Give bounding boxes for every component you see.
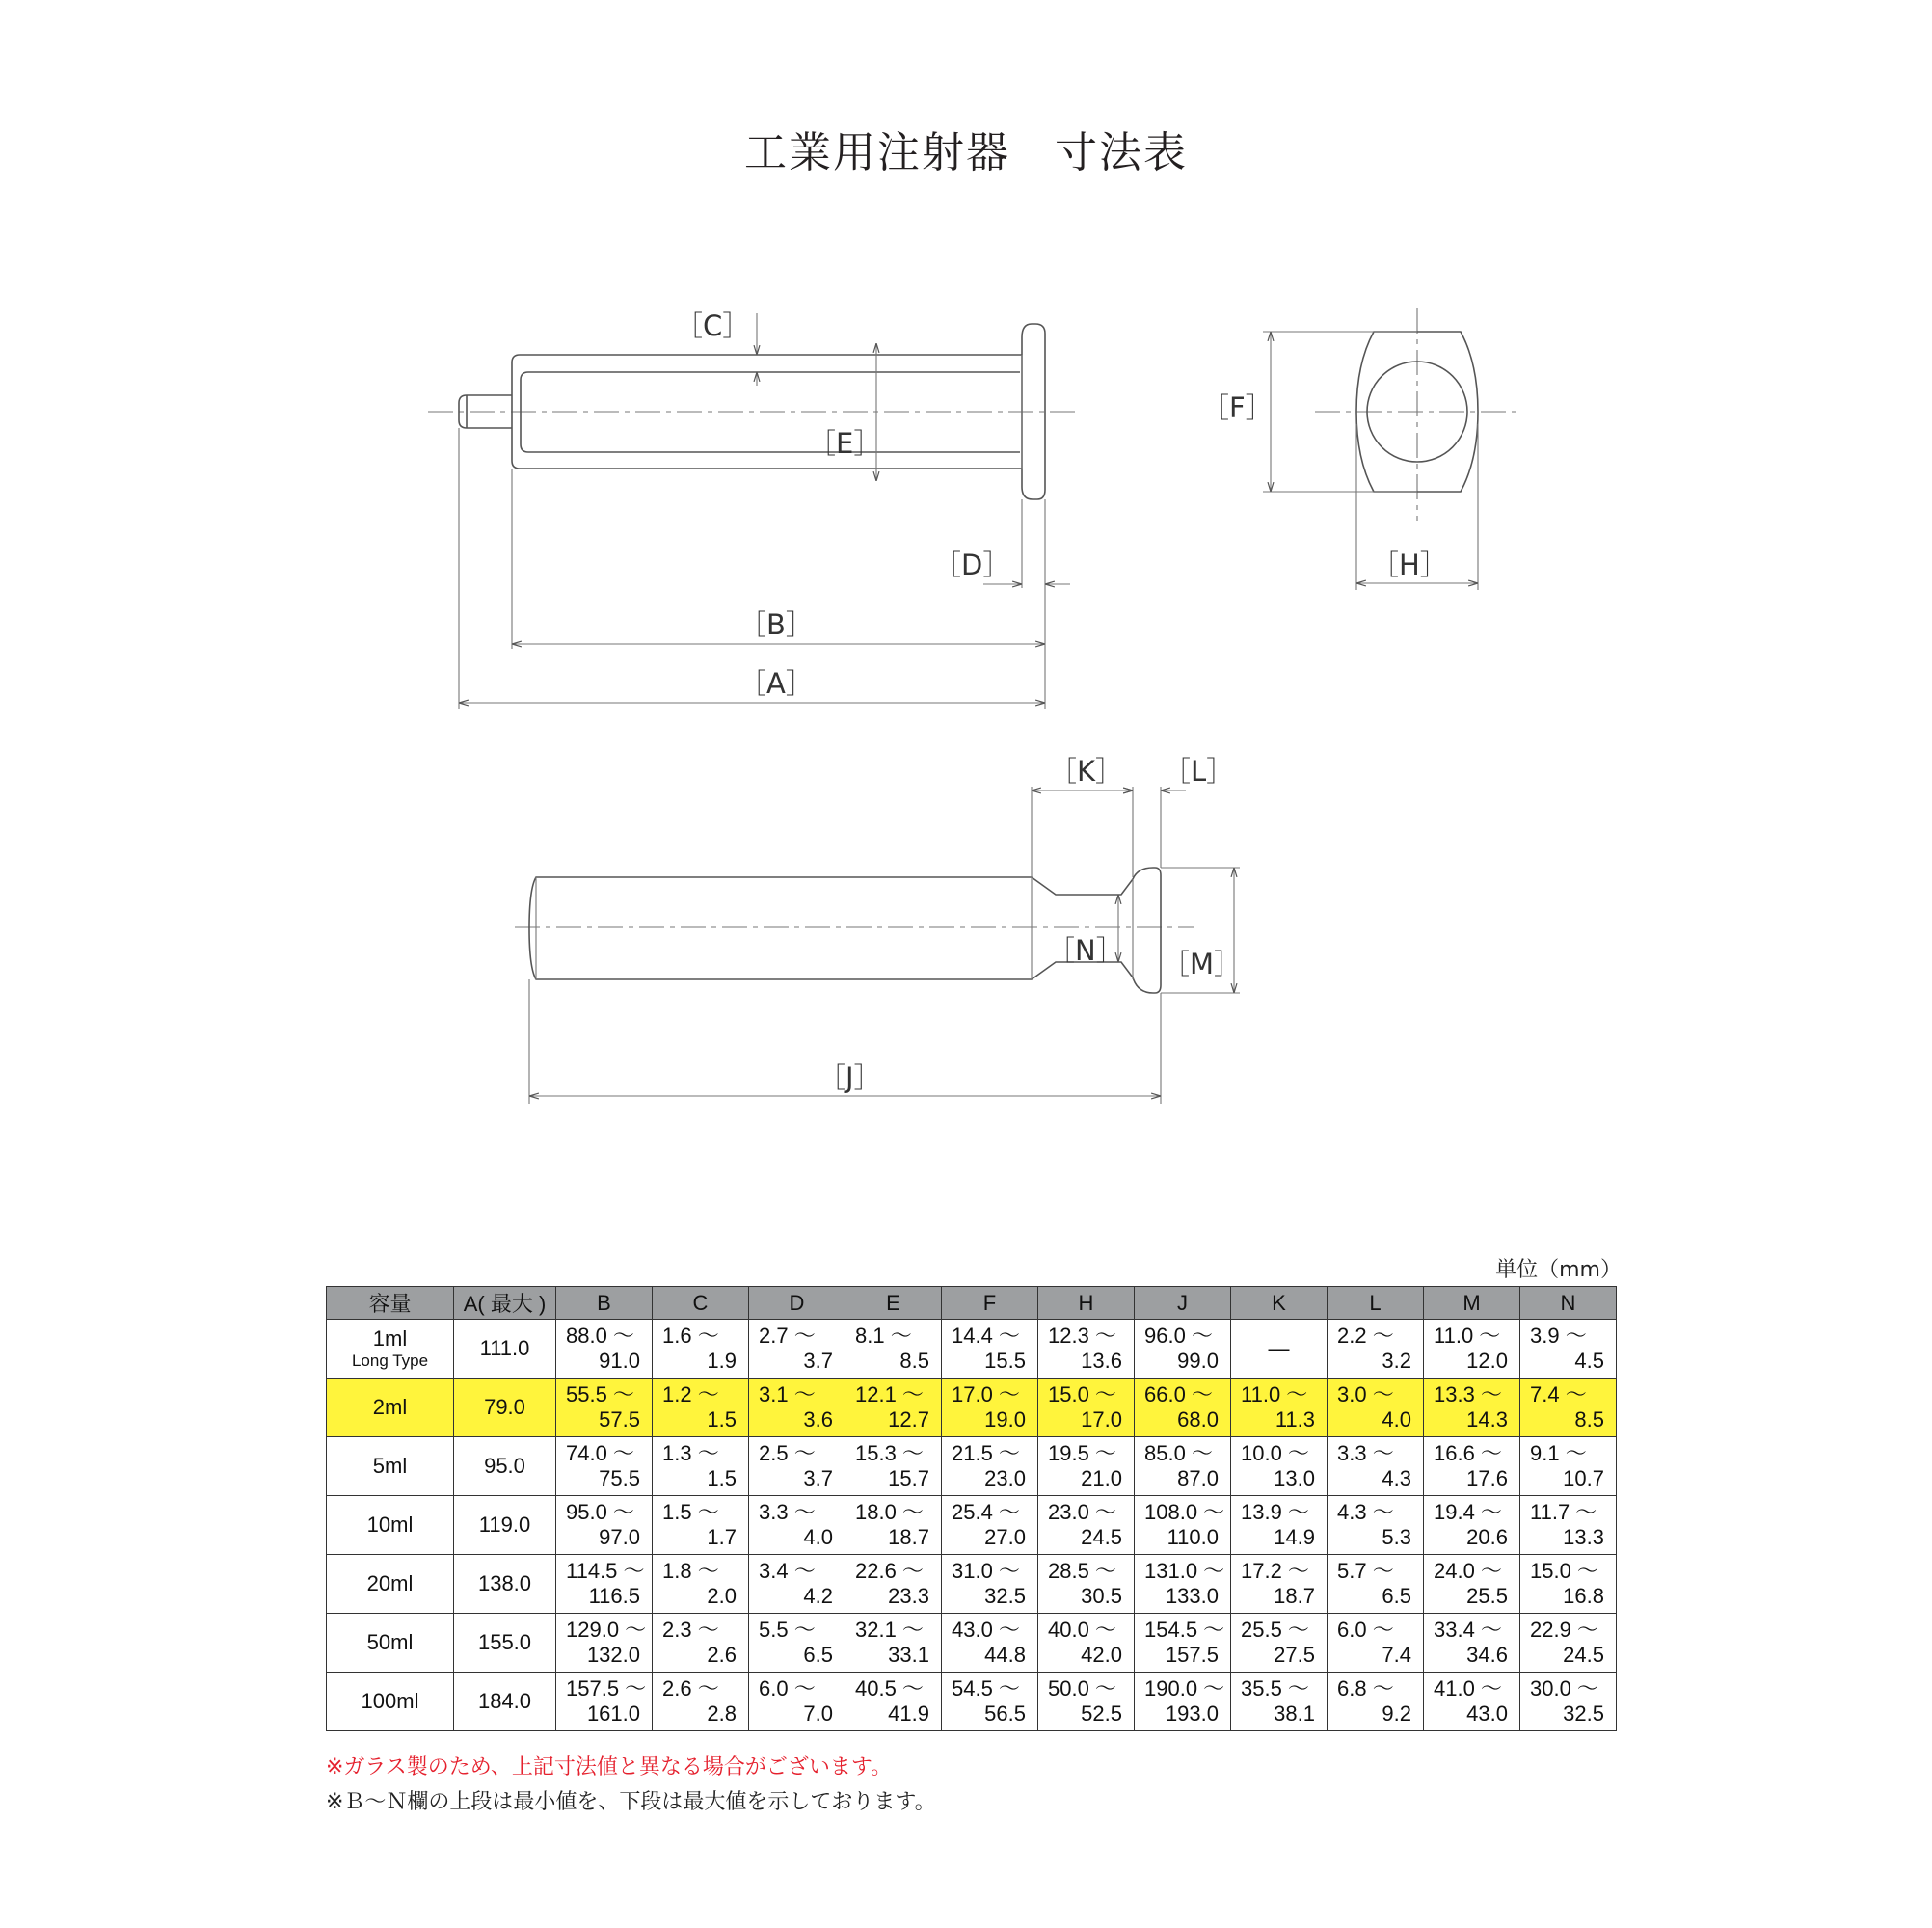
cell-h [1038,1673,1135,1731]
max-value: 12.0 [1466,1349,1508,1373]
max-value: 20.6 [1466,1525,1508,1549]
min-value: 7.4 ～ [1530,1382,1587,1406]
cell-f [942,1555,1038,1614]
cell-j [1135,1673,1231,1731]
cell-n [1520,1555,1617,1614]
max-value: 18.7 [1274,1584,1315,1608]
min-value: 6.8 ～ [1337,1676,1394,1700]
dim-label-c: ［C］ [675,309,751,342]
dim-label-e: ［E］ [808,427,882,460]
table-body [327,1320,1617,1731]
min-value: 6.0 ～ [759,1676,816,1700]
min-value: 23.0 ～ [1048,1500,1116,1524]
max-value: 4.3 [1382,1466,1411,1490]
cell-n [1520,1614,1617,1673]
max-value: 4.2 [803,1584,833,1608]
max-value: 27.0 [984,1525,1026,1549]
cell-f [942,1614,1038,1673]
min-value: 31.0 ～ [952,1559,1020,1583]
max-value: 157.5 [1165,1643,1219,1667]
max-value: 15.5 [984,1349,1026,1373]
max-value: 42.0 [1081,1643,1122,1667]
max-value: 2.0 [707,1584,737,1608]
dim-label-m: ［M］ [1162,948,1243,980]
max-value: 27.5 [1274,1643,1315,1667]
cell-k [1231,1614,1328,1673]
table-row [327,1437,1617,1496]
min-value: 2.6 ～ [662,1676,719,1700]
max-value: 1.7 [707,1525,737,1549]
min-value: 3.4 ～ [759,1559,816,1583]
max-value: 44.8 [984,1643,1026,1667]
min-value: 3.3 ～ [759,1500,816,1524]
page-title: 工業用注射器 寸法表 [744,128,1188,177]
max-value: 133.0 [1165,1584,1219,1608]
cell-j [1135,1437,1231,1496]
min-value: 3.3 ～ [1337,1441,1394,1465]
dim-label-a: ［A］ [738,667,814,700]
cell-k [1231,1437,1328,1496]
min-value: 4.3 ～ [1337,1500,1394,1524]
max-value: 23.0 [984,1466,1026,1490]
max-value: 52.5 [1081,1701,1122,1726]
header-m: M [1424,1287,1520,1320]
cell-f [942,1437,1038,1496]
cell-m [1424,1496,1520,1555]
cell-h [1038,1496,1135,1555]
header-f: F [942,1287,1038,1320]
cell-m [1424,1673,1520,1731]
cell-m [1424,1614,1520,1673]
cell-capacity [327,1496,454,1555]
cell-b [556,1614,653,1673]
max-value: 87.0 [1177,1466,1219,1490]
cell-k [1231,1320,1328,1379]
min-value: 16.6 ～ [1434,1441,1502,1465]
cell-e [845,1437,942,1496]
max-value: 16.8 [1563,1584,1604,1608]
cell-b [556,1437,653,1496]
cell-capacity [327,1320,454,1379]
min-value: 2.5 ～ [759,1441,816,1465]
max-value: 2.6 [707,1643,737,1667]
cell-b [556,1496,653,1555]
min-value: 22.9 ～ [1530,1618,1598,1642]
min-value: 35.5 ～ [1241,1676,1309,1700]
max-value: 3.7 [803,1349,833,1373]
cell-f [942,1496,1038,1555]
min-value: 6.0 ～ [1337,1618,1394,1642]
min-value: 10.0 ～ [1241,1441,1309,1465]
table-row [327,1673,1617,1731]
header-l: L [1328,1287,1424,1320]
min-value: 12.3 ～ [1048,1324,1116,1348]
min-value: 55.5 ～ [566,1382,634,1406]
cell-m [1424,1320,1520,1379]
cell-h [1038,1555,1135,1614]
max-value: 4.0 [1382,1407,1411,1432]
header-j: J [1135,1287,1231,1320]
capacity-value: 5ml [372,1454,408,1478]
table-row [327,1496,1617,1555]
min-value: 1.8 ～ [662,1559,719,1583]
cell-a-max: 111.0 [454,1320,556,1379]
max-value: 14.3 [1466,1407,1508,1432]
cell-l [1328,1437,1424,1496]
header-a: A( 最大 ) [454,1287,556,1320]
dim-label-b: ［B］ [738,608,814,641]
cell-c [653,1437,749,1496]
table-row [327,1320,1617,1379]
max-value: 24.5 [1081,1525,1122,1549]
cell-d [749,1614,845,1673]
min-value: 1.3 ～ [662,1441,719,1465]
max-value: 2.8 [707,1701,737,1726]
max-value: 6.5 [803,1643,833,1667]
min-value: 13.9 ～ [1241,1500,1309,1524]
min-value: 88.0 ～ [566,1324,634,1348]
cell-k [1231,1555,1328,1614]
capacity-value: 100ml [361,1689,419,1713]
max-value: 38.1 [1274,1701,1315,1726]
cell-a-max: 184.0 [454,1673,556,1731]
min-value: 15.0 ～ [1530,1559,1598,1583]
min-value: 25.5 ～ [1241,1618,1309,1642]
max-value: 33.1 [888,1643,929,1667]
cell-c [653,1320,749,1379]
min-value: 114.5 ～ [566,1559,645,1583]
max-value: 97.0 [599,1525,640,1549]
min-value: 2.7 ～ [759,1324,816,1348]
max-value: 32.5 [1563,1701,1604,1726]
cell-j [1135,1320,1231,1379]
max-value: 6.5 [1382,1584,1411,1608]
header-n: N [1520,1287,1617,1320]
min-value: 108.0 ～ [1144,1500,1225,1524]
cell-l [1328,1555,1424,1614]
min-value: 131.0 ～ [1144,1559,1225,1583]
max-value: 13.3 [1563,1525,1604,1549]
min-value: 32.1 ～ [855,1618,924,1642]
max-value: 11.3 [1275,1407,1315,1432]
min-value: 1.6 ～ [662,1324,719,1348]
max-value: 57.5 [599,1407,640,1432]
max-value: 4.5 [1574,1349,1604,1373]
cell-a-max: 79.0 [454,1379,556,1437]
header-h: H [1038,1287,1135,1320]
cell-n [1520,1320,1617,1379]
cell-a-max: 95.0 [454,1437,556,1496]
dim-label-k: ［K］ [1049,755,1124,788]
cell-c [653,1555,749,1614]
cell-f [942,1673,1038,1731]
cell-n [1520,1379,1617,1437]
max-value: 3.6 [803,1407,833,1432]
capacity-value: 50ml [366,1630,414,1654]
cell-e [845,1320,942,1379]
cell-capacity [327,1555,454,1614]
max-value: 23.3 [888,1584,929,1608]
max-value: 24.5 [1563,1643,1604,1667]
cell-n [1520,1496,1617,1555]
dim-label-h: ［H］ [1371,549,1448,581]
max-value: 1.5 [707,1407,737,1432]
min-value: 30.0 ～ [1530,1676,1598,1700]
cell-f [942,1379,1038,1437]
min-value: 11.0 ～ [1434,1324,1501,1348]
cell-e [845,1379,942,1437]
header-c: C [653,1287,749,1320]
barrel-side-view [428,313,1080,709]
cell-d [749,1379,845,1437]
max-value: 18.7 [888,1525,929,1549]
min-value: 54.5 ～ [952,1676,1020,1700]
max-value: 193.0 [1165,1701,1219,1726]
cell-c [653,1673,749,1731]
min-value: 190.0 ～ [1144,1676,1225,1700]
max-value: 1.9 [707,1349,737,1373]
cell-m [1424,1437,1520,1496]
header-b: B [556,1287,653,1320]
capacity-value: 20ml [366,1571,414,1595]
min-value: 40.0 ～ [1048,1618,1116,1642]
max-value: 4.0 [803,1525,833,1549]
table-row [327,1379,1617,1437]
table-row [327,1614,1617,1673]
cell-capacity [327,1437,454,1496]
dim-label-j: ［J］ [818,1061,882,1094]
max-value: 75.5 [599,1466,640,1490]
min-value: 2.2 ～ [1337,1324,1394,1348]
cell-d [749,1496,845,1555]
cell-d [749,1437,845,1496]
header-k: K [1231,1287,1328,1320]
min-value: 95.0 ～ [566,1500,634,1524]
cell-e [845,1496,942,1555]
cell-l [1328,1379,1424,1437]
dimension-table [326,1286,1617,1731]
max-value: 7.0 [803,1701,833,1726]
min-value: 85.0 ～ [1144,1441,1213,1465]
max-value: 56.5 [984,1701,1026,1726]
dim-label-n: ［N］ [1047,934,1124,967]
min-value: 157.5 ～ [566,1676,647,1700]
max-value: 34.6 [1466,1643,1508,1667]
min-value: 22.6 ～ [855,1559,924,1583]
cell-capacity [327,1673,454,1731]
cell-n [1520,1673,1617,1731]
max-value: 10.7 [1563,1466,1604,1490]
min-value: 74.0 ～ [566,1441,634,1465]
max-value: 7.4 [1382,1643,1411,1667]
cell-f [942,1320,1038,1379]
dim-label-d: ［D］ [933,549,1011,581]
header-capacity: 容量 [327,1287,454,1320]
cell-l [1328,1496,1424,1555]
cell-a-max: 138.0 [454,1555,556,1614]
dim-label-f: ［F］ [1201,391,1274,424]
cell-b [556,1673,653,1731]
max-value: 91.0 [599,1349,640,1373]
min-value: 12.1 ～ [855,1382,924,1406]
min-value: 43.0 ～ [952,1618,1020,1642]
cell-e [845,1555,942,1614]
table-row [327,1555,1617,1614]
min-value: 19.5 ～ [1048,1441,1116,1465]
max-value: 8.5 [1574,1407,1604,1432]
max-value: 32.5 [984,1584,1026,1608]
min-value: 41.0 ～ [1434,1676,1502,1700]
max-value: 19.0 [984,1407,1026,1432]
header-d: D [749,1287,845,1320]
min-value: 9.1 ～ [1530,1441,1587,1465]
plunger-view [515,787,1243,1104]
capacity-subtype: Long Type [351,1352,429,1370]
max-value: 30.5 [1081,1584,1122,1608]
cell-n [1520,1437,1617,1496]
cell-j [1135,1555,1231,1614]
min-value: 5.7 ～ [1337,1559,1394,1583]
min-value: — [1268,1336,1290,1360]
max-value: 17.0 [1081,1407,1122,1432]
max-value: 25.5 [1466,1584,1508,1608]
unit-label: 単位（mm） [1495,1258,1622,1282]
min-value: 28.5 ～ [1048,1559,1116,1583]
max-value: 17.6 [1466,1466,1508,1490]
cell-h [1038,1320,1135,1379]
min-value: 24.0 ～ [1434,1559,1502,1583]
max-value: 3.2 [1382,1349,1411,1373]
max-value: 8.5 [899,1349,929,1373]
cell-e [845,1614,942,1673]
cell-k [1231,1496,1328,1555]
cell-h [1038,1614,1135,1673]
min-value: 17.0 ～ [952,1382,1020,1406]
min-value: 2.3 ～ [662,1618,719,1642]
max-value: 116.5 [588,1584,640,1608]
min-value: 18.0 ～ [855,1500,924,1524]
max-value: 99.0 [1177,1349,1219,1373]
note-min-max: ※Ｂ～Ｎ欄の上段は最小値を、下段は最大値を示しております。 [326,1790,936,1814]
min-value: 15.3 ～ [855,1441,924,1465]
cell-b [556,1555,653,1614]
min-value: 40.5 ～ [855,1676,924,1700]
dim-label-l: ［L］ [1163,755,1235,788]
min-value: 19.4 ～ [1434,1500,1502,1524]
cell-j [1135,1496,1231,1555]
max-value: 43.0 [1466,1701,1508,1726]
cell-j [1135,1379,1231,1437]
max-value: 161.0 [586,1701,640,1726]
max-value: 9.2 [1382,1701,1411,1726]
max-value: 68.0 [1177,1407,1219,1432]
min-value: 33.4 ～ [1434,1618,1502,1642]
min-value: 3.0 ～ [1337,1382,1394,1406]
max-value: 13.0 [1274,1466,1315,1490]
cell-c [653,1379,749,1437]
cell-m [1424,1379,1520,1437]
cell-m [1424,1555,1520,1614]
max-value: 14.9 [1274,1525,1315,1549]
max-value: 21.0 [1081,1466,1122,1490]
cell-a-max: 155.0 [454,1614,556,1673]
cell-e [845,1673,942,1731]
header-e: E [845,1287,942,1320]
cell-capacity [327,1614,454,1673]
cell-h [1038,1437,1135,1496]
note-glass: ※ガラス製のため、上記寸法値と異なる場合がございます。 [326,1755,893,1780]
max-value: 13.6 [1081,1349,1122,1373]
capacity-value: 1ml [372,1326,408,1351]
cell-b [556,1320,653,1379]
min-value: 14.4 ～ [952,1324,1020,1348]
cell-d [749,1320,845,1379]
min-value: 11.7 ～ [1530,1500,1597,1524]
max-value: 12.7 [888,1407,929,1432]
max-value: 5.3 [1382,1525,1411,1549]
cell-k [1231,1379,1328,1437]
min-value: 1.5 ～ [662,1500,719,1524]
min-value: 11.0 ～ [1241,1382,1308,1406]
cell-k [1231,1673,1328,1731]
min-value: 50.0 ～ [1048,1676,1116,1700]
min-value: 154.5 ～ [1144,1618,1225,1642]
capacity-value: 2ml [372,1395,408,1419]
min-value: 66.0 ～ [1144,1382,1213,1406]
cell-d [749,1673,845,1731]
cell-j [1135,1614,1231,1673]
min-value: 129.0 ～ [566,1618,647,1642]
cell-c [653,1614,749,1673]
min-value: 25.4 ～ [952,1500,1020,1524]
max-value: 41.9 [888,1701,929,1726]
min-value: 3.9 ～ [1530,1324,1587,1348]
cell-l [1328,1320,1424,1379]
cell-h [1038,1379,1135,1437]
max-value: 132.0 [586,1643,640,1667]
max-value: 110.0 [1167,1525,1219,1549]
cell-a-max: 119.0 [454,1496,556,1555]
min-value: 13.3 ～ [1434,1382,1502,1406]
min-value: 3.1 ～ [759,1382,816,1406]
table-header-row [327,1287,1617,1320]
max-value: 15.7 [888,1466,929,1490]
cell-c [653,1496,749,1555]
max-value: 1.5 [707,1466,737,1490]
cell-l [1328,1673,1424,1731]
cell-b [556,1379,653,1437]
min-value: 1.2 ～ [662,1382,719,1406]
min-value: 17.2 ～ [1241,1559,1309,1583]
min-value: 21.5 ～ [952,1441,1020,1465]
min-value: 8.1 ～ [855,1324,912,1348]
min-value: 96.0 ～ [1144,1324,1213,1348]
min-value: 15.0 ～ [1048,1382,1116,1406]
min-value: 5.5 ～ [759,1618,816,1642]
cell-d [749,1555,845,1614]
capacity-value: 10ml [366,1513,414,1537]
cell-l [1328,1614,1424,1673]
cell-capacity [327,1379,454,1437]
max-value: 3.7 [803,1466,833,1490]
